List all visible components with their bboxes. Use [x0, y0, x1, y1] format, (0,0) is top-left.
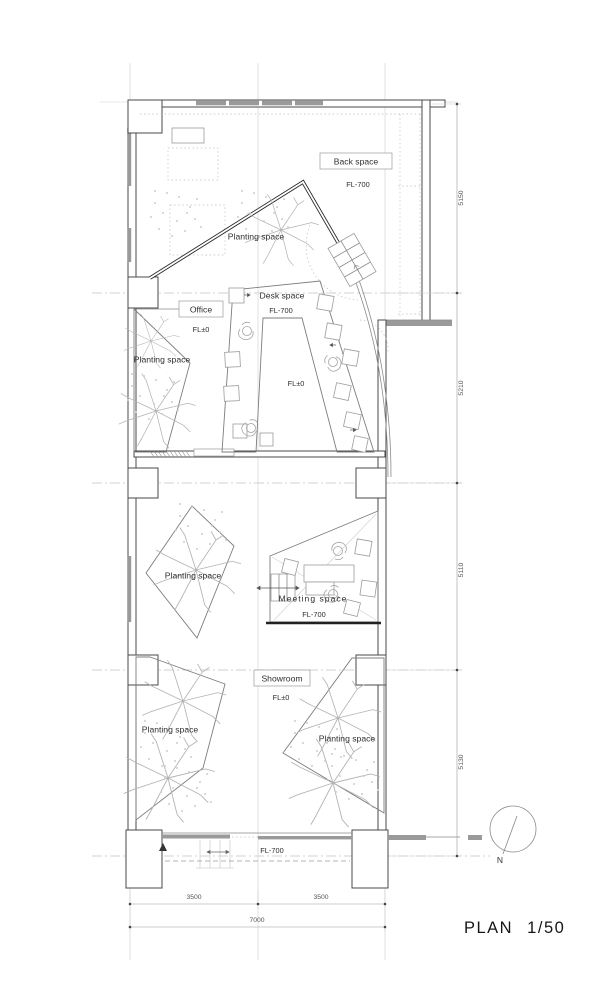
desk-space-label: Desk space [259, 290, 305, 301]
meeting-space-level: FL-700 [302, 609, 326, 619]
dim-right-3: 5110 [458, 562, 465, 578]
entrance [159, 833, 482, 868]
planting-middle-label: Planting space [164, 570, 222, 581]
office-label: Office [189, 304, 213, 315]
planting-top-label: Planting space [227, 231, 285, 242]
stair-steps [328, 233, 376, 286]
office-level: FL±0 [192, 324, 210, 334]
plan-title: PLAN 1/50 [464, 919, 566, 937]
back-space-shelving [140, 114, 422, 316]
showroom-level: FL±0 [272, 692, 290, 702]
meeting-space [257, 511, 381, 623]
floor-dots [150, 190, 202, 237]
dim-bottom-total: 7000 [249, 917, 265, 924]
entrance-level: FL-700 [260, 845, 284, 855]
back-space-label: Back space [333, 156, 379, 167]
dim-right-1: 5150 [458, 190, 465, 206]
planting-space-top [237, 190, 319, 266]
north-label: N [496, 855, 504, 865]
dim-bottom-2: 3500 [313, 894, 329, 901]
dim-right-2: 5210 [458, 380, 465, 396]
planting-bottom-left-label: Planting space [141, 724, 199, 735]
planting-office-label: Planting space [133, 354, 191, 365]
desk-floor-level: FL±0 [287, 378, 305, 388]
dimension-annotations [129, 103, 465, 932]
north-arrow-icon [490, 806, 536, 865]
back-space-level: FL-700 [346, 179, 370, 189]
meeting-space-label: Meeting space [278, 593, 348, 604]
planting-bottom-right-label: Planting space [318, 733, 376, 744]
dim-bottom-1: 3500 [186, 894, 202, 901]
desk-space-level: FL-700 [269, 305, 293, 315]
dim-right-4: 5130 [458, 754, 465, 770]
showroom-label: Showroom [261, 673, 303, 684]
